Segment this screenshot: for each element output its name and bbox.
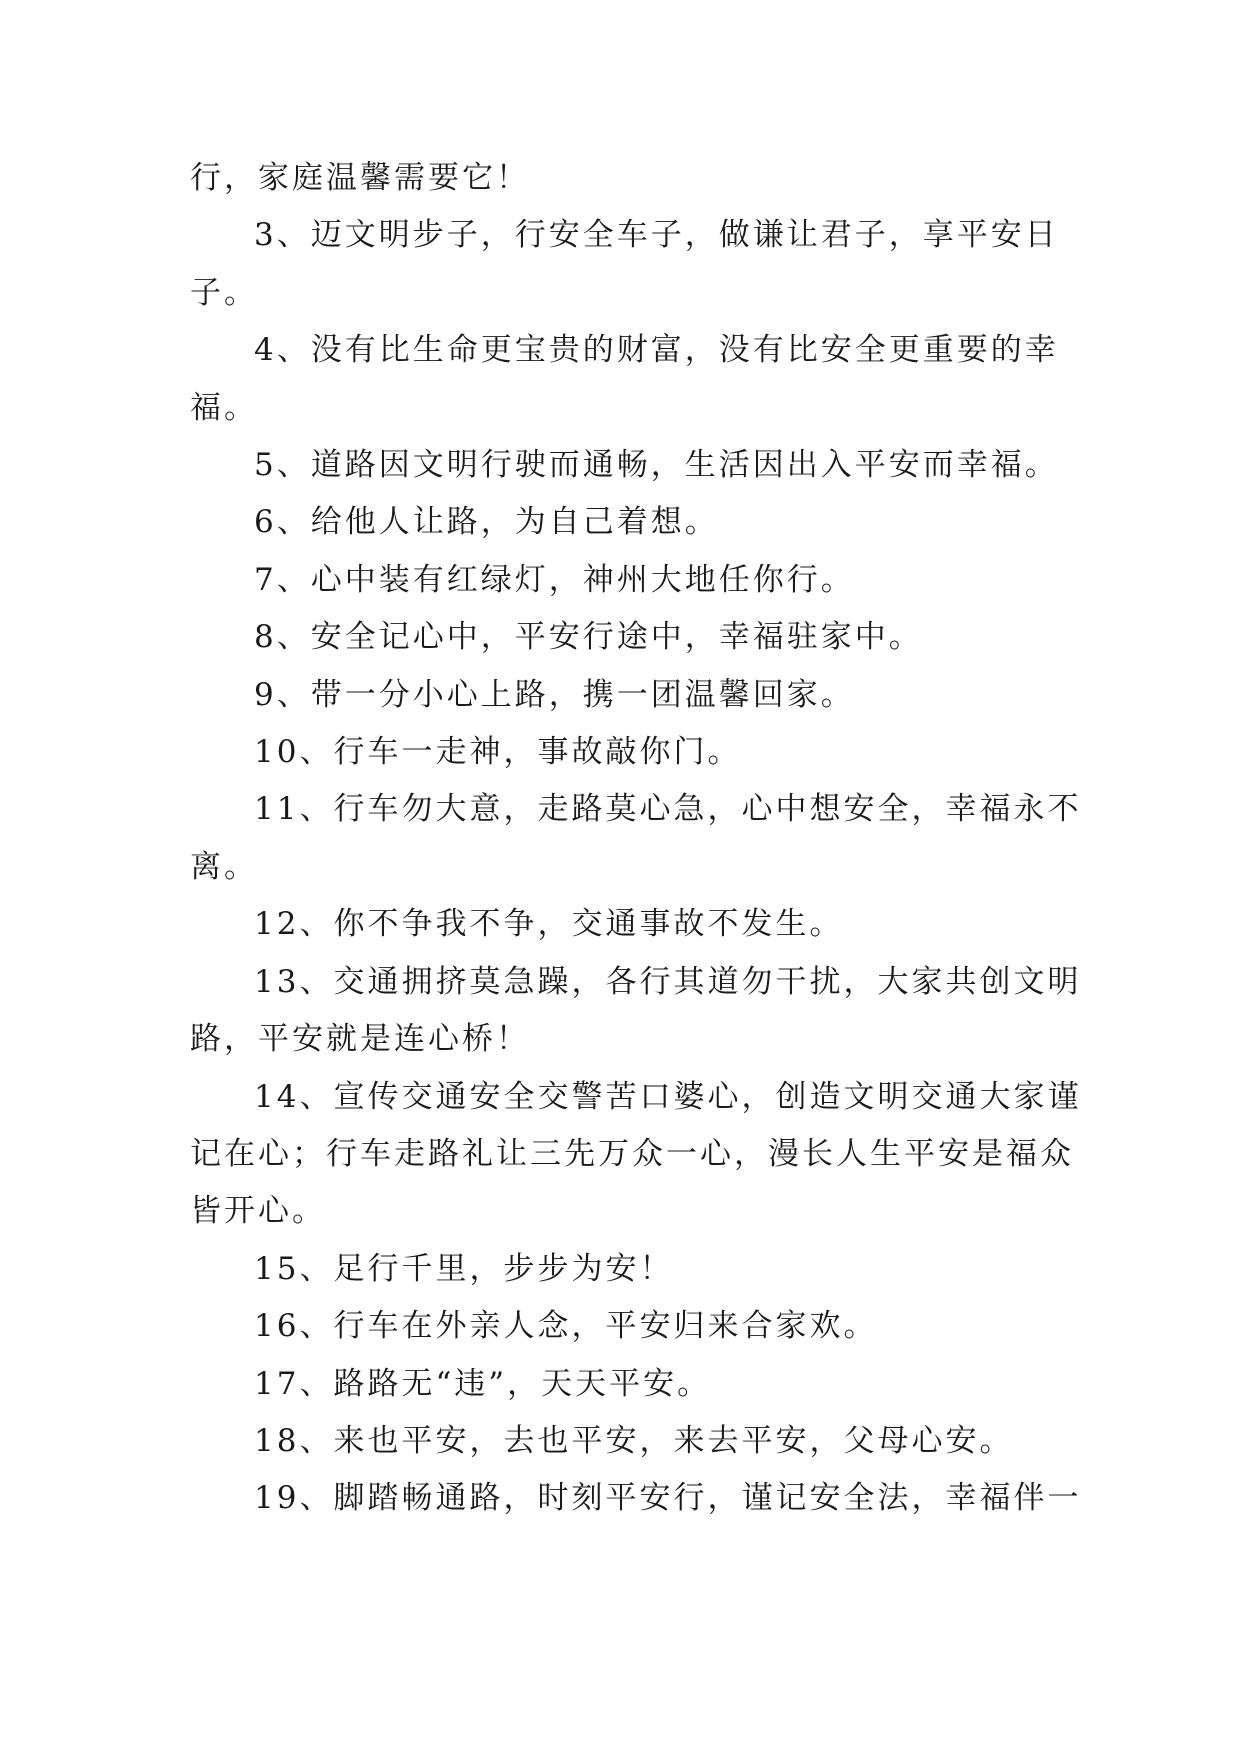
text-line: 13、交通拥挤莫急躁，各行其道勿干扰，大家共创文明 bbox=[254, 963, 1082, 1000]
text-line: 5、道路因文明行驶而通畅，生活因出入平安而幸福。 bbox=[254, 447, 1059, 484]
text-line: 12、你不争我不争，交通事故不发生。 bbox=[254, 906, 844, 943]
text-line: 9、带一分小心上路，携一团温馨回家。 bbox=[254, 676, 855, 713]
text-line: 7、心中装有红绿灯，神州大地任你行。 bbox=[254, 561, 855, 598]
text-line: 路，平安就是连心桥！ bbox=[190, 1021, 530, 1058]
text-line: 17、路路无“违”，天天平安。 bbox=[254, 1365, 712, 1402]
text-line: 福。 bbox=[190, 389, 258, 426]
text-line: 18、来也平安，去也平安，来去平安，父母心安。 bbox=[254, 1422, 1014, 1459]
text-line: 记在心；行车走路礼让三先万众一心，漫长人生平安是福众 bbox=[190, 1135, 1074, 1172]
text-line: 16、行车在外亲人念，平安归来合家欢。 bbox=[254, 1308, 878, 1345]
text-line: 3、迈文明步子，行安全车子，做谦让君子，享平安日 bbox=[254, 217, 1059, 254]
text-line: 14、宣传交通安全交警苦口婆心，创造文明交通大家谨 bbox=[254, 1078, 1082, 1115]
text-line: 皆开心。 bbox=[190, 1193, 326, 1230]
text-line: 19、脚踏畅通路，时刻平安行，谨记安全法，幸福伴一 bbox=[254, 1480, 1082, 1517]
text-line: 11、行车勿大意，走路莫心急，心中想安全，幸福永不 bbox=[254, 791, 1082, 828]
text-line: 10、行车一走神，事故敲你门。 bbox=[254, 734, 742, 771]
text-line: 8、安全记心中，平安行途中，幸福驻家中。 bbox=[254, 619, 923, 656]
document-body bbox=[190, 150, 1082, 1528]
text-line: 6、给他人让路，为自己着想。 bbox=[254, 504, 719, 541]
text-line: 4、没有比生命更宝贵的财富，没有比安全更重要的幸 bbox=[254, 332, 1059, 369]
text-line: 行，家庭温馨需要它！ bbox=[190, 160, 530, 196]
text-line: 子。 bbox=[190, 274, 258, 311]
text-line: 离。 bbox=[190, 848, 258, 885]
text-line: 15、足行千里，步步为安！ bbox=[254, 1250, 674, 1287]
